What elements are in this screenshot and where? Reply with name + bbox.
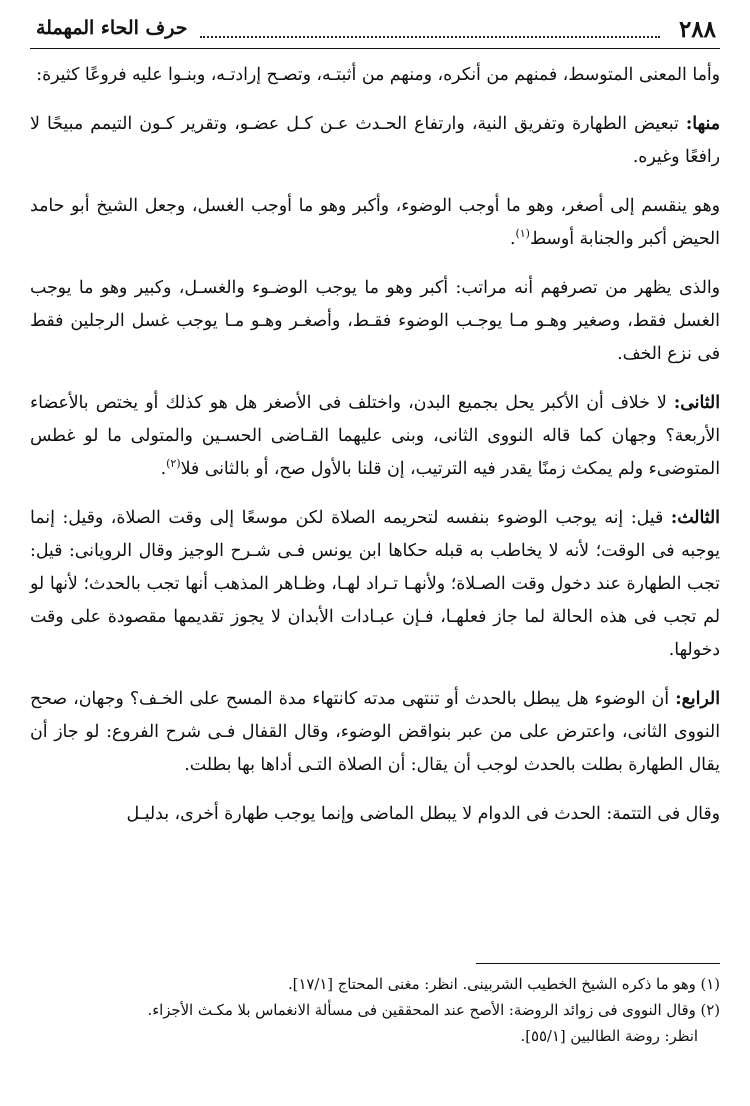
paragraph-text: والذى يظهر من تصرفهم أنه مراتب: أكبر وهو ما يوجب الوضـوء والغسـل، وكبير وهو ما يوجب الغسل فقط، وصغير وهـو مـا يوجـب الوضوء فقـط، وأصغـر وهـو مـا يوجب غسل الرجلين فقط فى نزع الخف.	[30, 278, 720, 364]
paragraph-lead: الرابع:	[675, 689, 720, 709]
paragraph	[30, 108, 720, 174]
book-page	[30, 14, 720, 1094]
paragraph	[30, 387, 720, 486]
paragraph-lead: منها:	[685, 114, 720, 134]
paragraph-text: تبعيض الطهارة وتفريق النية، وارتفاع الحـدث عـن كـل عضـو، وتقرير كـون التيمم مبيحًا لا رافعًا وغيره.	[30, 114, 720, 167]
paragraph	[30, 190, 720, 256]
paragraph-text: لا خلاف أن الأكبر يحل بجميع البدن، واختلف فى الأصغر هل هو كذلك أو يختص بالأعضاء الأربعة؟ وجهان كما قاله النووى الثانى، وبنى عليهما القـاضى الحسـين والمتولى ما لو غطس المتوضىء ولم يمكث زمنًا يقدر فيه الترتيب، إن قلنا بالأول صح، أو بالثانى فلا	[30, 393, 720, 479]
header-dotted-leader	[200, 36, 660, 38]
paragraph	[30, 683, 720, 782]
paragraph-text: أن الوضوء هل يبطل بالحدث أو تنتهى مدته كانتهاء مدة المسح على الخـف؟ وجهان، صحح النووى الثانى، واعترض على من عبر بنواقض الوضوء، وقال القفال فـى شرح الفروع: لو جاز أن يقال الطهارة بطلت بالحدث لوجب أن يقال: أن الصلاة التـى أداها بها بطلت.	[30, 689, 720, 775]
footnote: (٢) وقال النووى فى زوائد الروضة: الأصح عند المحققين فى مسألة الانغماس بلا مكـث الأجزاء.	[147, 1002, 720, 1019]
page-number: ٢٨٨	[678, 16, 716, 43]
paragraph-text: وقال فى التتمة: الحدث فى الدوام لا يبطل الماضى وإنما يوجب طهارة أخرى، بدليـل	[126, 804, 720, 824]
footnotes	[30, 972, 720, 1050]
footnote-ref[interactable]: (١)	[515, 227, 530, 241]
page-header	[30, 14, 720, 49]
footnote: (١) وهو ما ذكره الشيخ الخطيب الشربينى. انظر: مغنى المحتاج [١٧/١].	[287, 976, 720, 993]
footnote-separator	[476, 963, 720, 964]
main-text	[30, 59, 720, 831]
paragraph-text: قيل: إنه يوجب الوضوء بنفسه لتحريمه الصلاة لكن موسعًا إلى وقت الصلاة، وقيل: إنما يوجبه فى الوقت؛ لأنه لا يخاطب به قبله حكاها ابن يونس فـى شـرح الوجيز وقال الرويانى: قيل: تجب الطهارة عند دخول وقت الصـلاة؛ ولأنهـا تـراد لهـا، وظـاهر المذهب أنها تجب بالحدث؛ لأنها لو لم تجب فى هذه الحالة لما جاز فعلهـا، فـإن عبـادات الأبدان لا يجوز تقديمها مقصودة على وقت دخولها.	[30, 508, 720, 660]
running-title: حرف الحاء المهملة	[36, 17, 188, 39]
paragraph-text: وهو ينقسم إلى أصغر، وهو ما أوجب الوضوء، وأكبر وهو ما أوجب الغسل، وجعل الشيخ أبو حامد الحيض أكبر والجنابة أوسط	[30, 196, 720, 249]
paragraph-text: وأما المعنى المتوسط، فمنهم من أنكره، ومنهم من أثبتـه، وتصـح إرادتـه، وبنـوا عليه فروعًا كثيرة:	[36, 65, 720, 85]
paragraph-tail: .	[160, 459, 167, 479]
paragraph	[30, 502, 720, 667]
paragraph	[30, 798, 720, 831]
paragraph	[30, 272, 720, 371]
paragraph-lead: الثالث:	[670, 508, 720, 528]
footnote-ref[interactable]: (٢)	[166, 457, 181, 471]
paragraph-tail: .	[509, 229, 516, 249]
footnote-continuation: انظر: روضة الطالبين [٥٥/١].	[520, 1028, 698, 1045]
paragraph-lead: الثانى:	[673, 393, 720, 413]
paragraph	[30, 59, 720, 92]
